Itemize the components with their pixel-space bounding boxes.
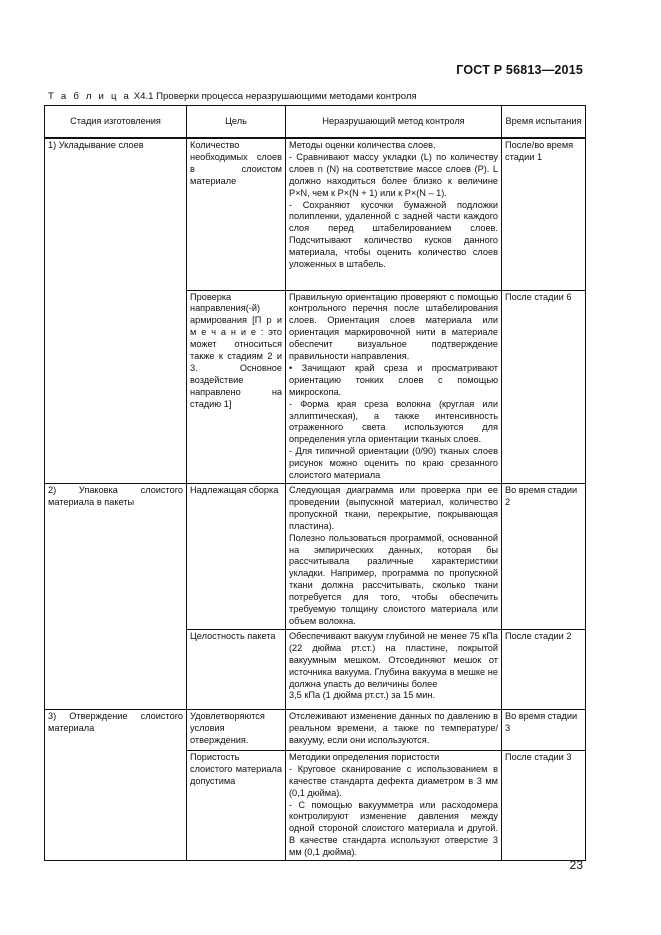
table-row — [45, 138, 586, 290]
method-text-line: - Для типичной ориентации (0/90) тканых слоев рисунок можно оценить по краю срезанного слоистого материала — [289, 446, 498, 481]
stage-cell — [45, 629, 187, 709]
document-code: ГОСТ Р 56813—2015 — [456, 63, 583, 77]
time-cell: После стадии 3 — [502, 750, 586, 860]
method-cell — [286, 484, 502, 630]
table-row — [45, 290, 586, 484]
column-header-method: Неразрушающий метод контроля — [286, 106, 502, 139]
method-text-line: Следующая диаграмма или проверка при ее проведении (выпускной материал, количество пропускной ткани, перекрытие, покрывающая пластина). — [289, 485, 498, 531]
table-header-row — [45, 106, 586, 139]
method-text-line: - С помощью вакуумметра или расходомера контролируют изменение давления между одной стороной слоистого материала и другой. В качестве стандарта используют отверстие 3 мм (0,1 дюйма). — [289, 799, 498, 858]
method-cell — [286, 290, 502, 484]
method-text-line: Методы оценки количества слоев. — [289, 140, 436, 150]
goal-cell: Удовлетворяются условия отверждения. — [187, 709, 286, 750]
method-text-line: Обеспечивают вакуум глубиной не менее 75 кПа (22 дюйма рт.ст.) на пластине, покрытой вакуумным мешком. Отсоединяют мешок от источника вакуума. Глубина вакуума в мешке не должна упасть до величины более — [289, 630, 498, 689]
goal-cell: Целостность пакета — [187, 629, 286, 709]
method-text-line: - Сравнивают массу укладки (L) по количеству слоев n (N) на соответствие массе слоев (P). L должно находиться более близко к величине P×N, чем к P×(N + 1) или к P×(N – 1). — [289, 151, 498, 198]
method-text-line: Методики определения пористости — [289, 751, 440, 762]
method-cell — [286, 750, 502, 860]
stage-cell — [45, 290, 187, 484]
time-cell: Во время стадии 2 — [502, 484, 586, 630]
method-text-line: Правильную ориентацию проверяют с помощью контрольного перечня после штабелирования слоев. Ориентация слоев материала или ориентация маркировочной нити в материале обеспечит визуальное подтверждение правильности направления. — [289, 291, 498, 362]
table-row — [45, 629, 586, 709]
table-caption-prefix: Т а б л и ц а — [48, 91, 132, 102]
stage-cell: 3) Отверждение слоистого материала — [45, 709, 187, 750]
stage-cell: 2) Упаковка слоистого материала в пакеты — [45, 484, 187, 630]
goal-cell: Количество необходимых слоев в слоистом материале — [187, 138, 286, 290]
time-cell: После стадии 6 — [502, 290, 586, 484]
method-cell — [286, 629, 502, 709]
stage-cell — [45, 750, 187, 860]
table-caption — [48, 91, 417, 102]
table-body — [45, 138, 586, 861]
method-text-line: - Сохраняют кусочки бумажной подложки полипленки, удаленной с задней части каждого слоя перед штабелированием слоев. Подсчитывают количество кусков данного материала, чтобы оценить количество слоев уложенных в штабель. — [289, 199, 498, 270]
goal-cell: Надлежащая сборка — [187, 484, 286, 630]
goal-cell: Пористость слоистого материала допустима — [187, 750, 286, 860]
time-cell: После стадии 2 — [502, 629, 586, 709]
time-cell: После/во время стадии 1 — [502, 138, 586, 290]
table-caption-text: X4.1 Проверки процесса неразрушающими методами контроля — [131, 91, 417, 102]
column-header-time: Время испытания — [502, 106, 586, 139]
table-row — [45, 709, 586, 750]
goal-cell: Проверка направления(-й) армирования [П р и м е ч а н и е : это может относиться также к стадиям 2 и 3. Основное воздействие направлено на стадию 1] — [187, 290, 286, 484]
method-cell — [286, 138, 502, 290]
column-header-goal: Цель — [187, 106, 286, 139]
page-number: 23 — [569, 858, 583, 872]
method-text-line: - Форма края среза волокна (круглая или эллиптическая), а также интенсивность отраженного света используются для определения угла ориентации тканых слоев. — [289, 398, 498, 445]
table-row — [45, 484, 586, 630]
column-header-stage: Стадия изготовления — [45, 106, 187, 139]
inspection-table — [44, 105, 586, 861]
time-cell: Во время стадии 3 — [502, 709, 586, 750]
method-text-line: • Зачищают край среза и просматривают ориентацию тонких слоев с помощью микроскопа. — [289, 362, 498, 397]
method-text-line: 3,5 кПа (1 дюйма рт.ст.) за 15 мин. — [289, 690, 436, 701]
method-cell: Отслеживают изменение данных по давлению в реальном времени, а также по температуре/вакууму, если они используются. — [286, 709, 502, 750]
method-text-line: Полезно пользоваться программой, основанной на эмпирических данных, которая бы рассчитывала различные характеристики укладки. Например, программа по пропускной ткани должна рассчитывать, сколько ткани потребуется для того, чтобы обеспечить требуемую толщину слоистого материала или объем волокна. — [289, 532, 498, 626]
method-text-line: - Круговое сканирование с использованием в качестве стандарта дефекта диаметром в 3 мм (0,1 дюйма). — [289, 763, 498, 798]
stage-cell: 1) Укладывание слоев — [45, 138, 187, 290]
table-row — [45, 750, 586, 860]
